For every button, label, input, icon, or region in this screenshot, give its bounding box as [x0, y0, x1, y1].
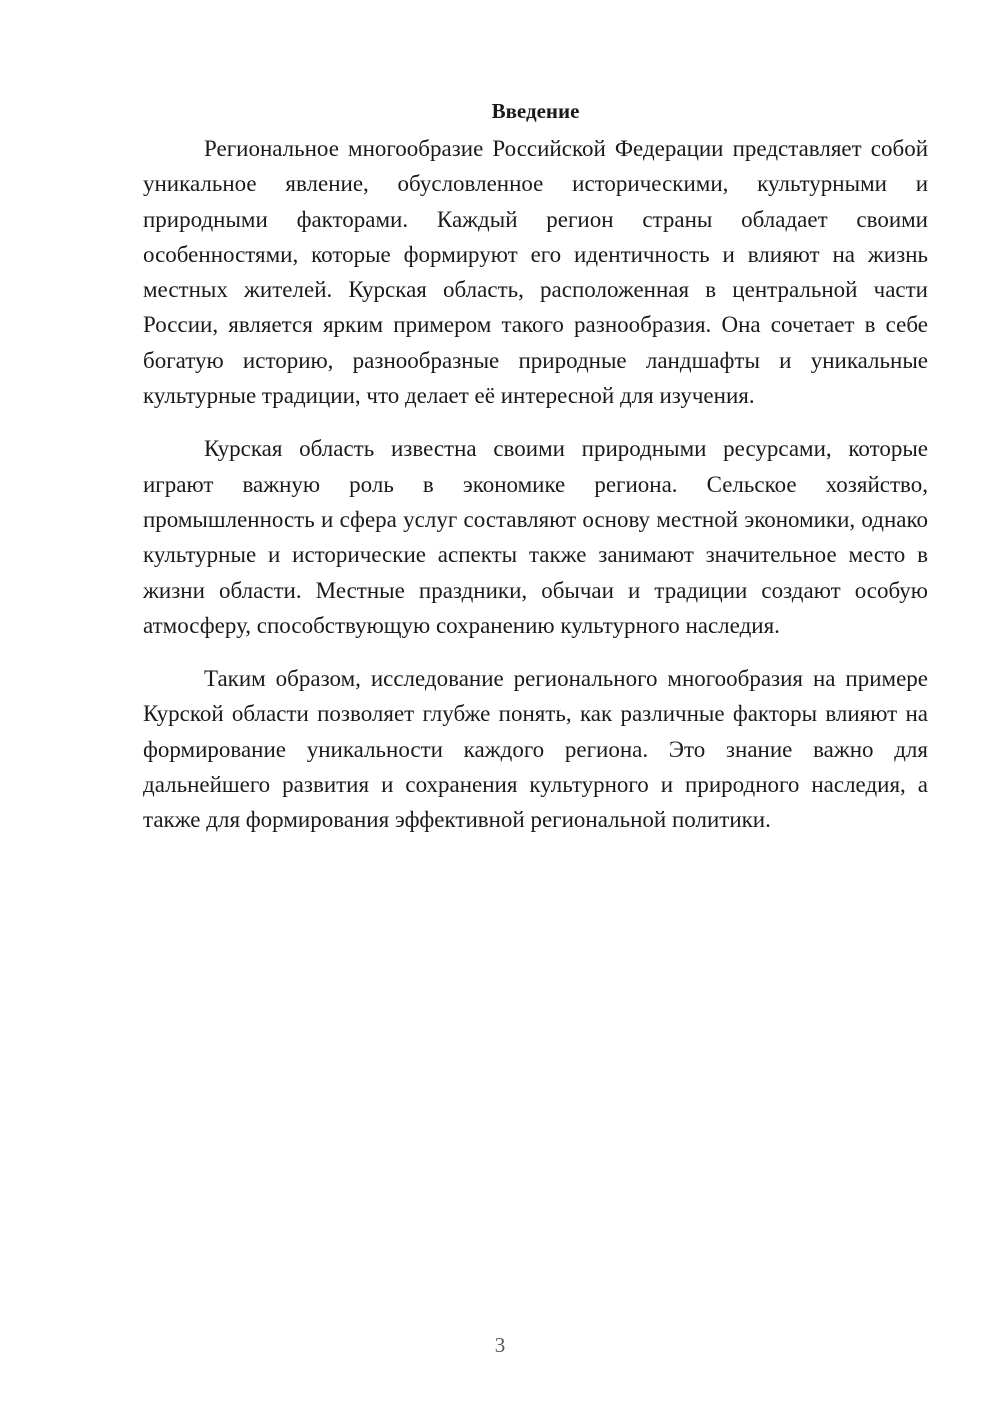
paragraph-2: Курская область известна своими природными ресурсами, которые играют важную роль в экономике региона. Сельское хозяйство, промышленность и сфера услуг составляют основу местной экономики, однако культурные и исторические аспекты также занимают значительное место в жизни области. Местные праздники, обычаи и традиции создают особую атмосферу, способствующую сохранению культурного наследия.: [143, 436, 928, 638]
page-content: [143, 96, 928, 856]
paragraph-1: Региональное многообразие Российской Федерации представляет собой уникальное явление, обусловленное историческими, культурными и природными факторами. Каждый регион страны обладает своими особенностями, которые формируют его идентичность и влияют на жизнь местных жителей. Курская область, расположенная в центральной части России, является ярким примером такого разнообразия. Она сочетает в себе богатую историю, разнообразные природные ландшафты и уникальные культурные традиции, что делает её интересной для изучения.: [143, 136, 928, 409]
section-title: Введение: [491, 99, 580, 123]
page-number: 3: [494, 1333, 506, 1357]
paragraph-3: Таким образом, исследование регионального многообразия на примере Курской области позволяет глубже понять, как различные факторы влияют на формирование уникальности каждого региона. Это знание важно для дальнейшего развития и сохранения культурного и природного наследия, а также для формирования эффективной региональной политики.: [143, 666, 928, 833]
